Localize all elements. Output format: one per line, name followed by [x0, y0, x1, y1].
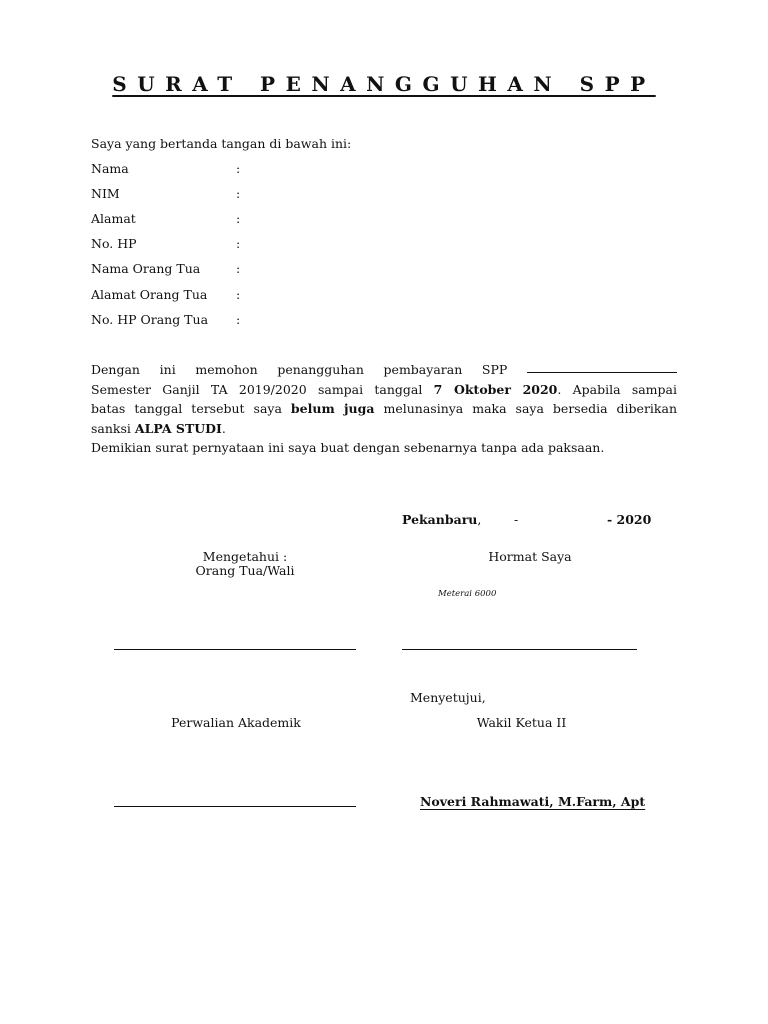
- vice-chair-label: Wakil Ketua II: [476, 715, 567, 730]
- student-signature-line: [402, 649, 637, 650]
- menyetujui-label: Menyetujui,: [410, 690, 486, 705]
- parent-signature-line: [114, 649, 356, 650]
- hormat-saya-label: Hormat Saya: [488, 549, 572, 564]
- body-paragraph: [91, 360, 677, 458]
- parent-role-label: Orang Tua/Wali: [195, 563, 295, 578]
- intro-text: Saya yang bertanda tangan di bawah ini:: [91, 136, 352, 151]
- field-colon: :: [236, 287, 241, 302]
- body-word: memohon: [195, 362, 258, 377]
- field-colon: :: [236, 161, 241, 176]
- body-line-3: batas tanggal tersebut saya belum juga melunasinya maka saya bersedia diberikan: [91, 401, 677, 416]
- body-word: SPP: [481, 362, 508, 377]
- due-date: 7 Oktober 2020: [433, 381, 558, 397]
- body-line-4: sanksi ALPA STUDI.: [91, 420, 226, 436]
- field-colon: :: [236, 211, 241, 226]
- field-colon: :: [236, 261, 241, 276]
- field-label-alamat-orang-tua: Alamat Orang Tua: [91, 287, 208, 302]
- body-word: penangguhan: [277, 362, 364, 377]
- field-colon: :: [236, 186, 241, 201]
- amount-blank-line: [527, 360, 677, 373]
- parent-knowing-label: Mengetahui :: [202, 549, 288, 564]
- advisor-signature-line: [114, 806, 356, 807]
- field-label-nama: Nama: [91, 161, 129, 176]
- closing-statement: Demikian surat pernyataan ini saya buat dengan sebenarnya tanpa ada paksaan.: [91, 440, 605, 455]
- sanction-text: ALPA STUDI: [134, 420, 222, 436]
- academic-advisor-label: Perwalian Akademik: [171, 715, 301, 730]
- emphasis-belum-juga: belum juga: [290, 401, 375, 416]
- signatory-name: Noveri Rahmawati, M.Farm, Apt: [420, 794, 646, 809]
- field-label-nama-orang-tua: Nama Orang Tua: [91, 261, 201, 276]
- body-line-1: [91, 360, 677, 380]
- field-label-no-hp-orang-tua: No. HP Orang Tua: [91, 312, 209, 327]
- meterai-stamp-note: Meterai 6000: [438, 589, 497, 599]
- document-title: SURAT PENANGGUHAN SPP: [112, 72, 656, 96]
- body-word: Dengan: [91, 362, 140, 377]
- field-colon: :: [236, 236, 241, 251]
- date-year: - 2020: [607, 512, 652, 527]
- field-label-nim: NIM: [91, 186, 120, 201]
- body-word: ini: [159, 362, 176, 377]
- body-line-2: Semester Ganjil TA 2019/2020 sampai tanggal 7 Oktober 2020. Apabila sampai: [91, 381, 677, 397]
- body-word: pembayaran: [383, 362, 463, 377]
- place-city: Pekanbaru,: [402, 512, 482, 527]
- date-dash: -: [514, 512, 519, 527]
- field-label-no-hp: No. HP: [91, 236, 137, 251]
- field-label-alamat: Alamat: [91, 211, 136, 226]
- field-colon: :: [236, 312, 241, 327]
